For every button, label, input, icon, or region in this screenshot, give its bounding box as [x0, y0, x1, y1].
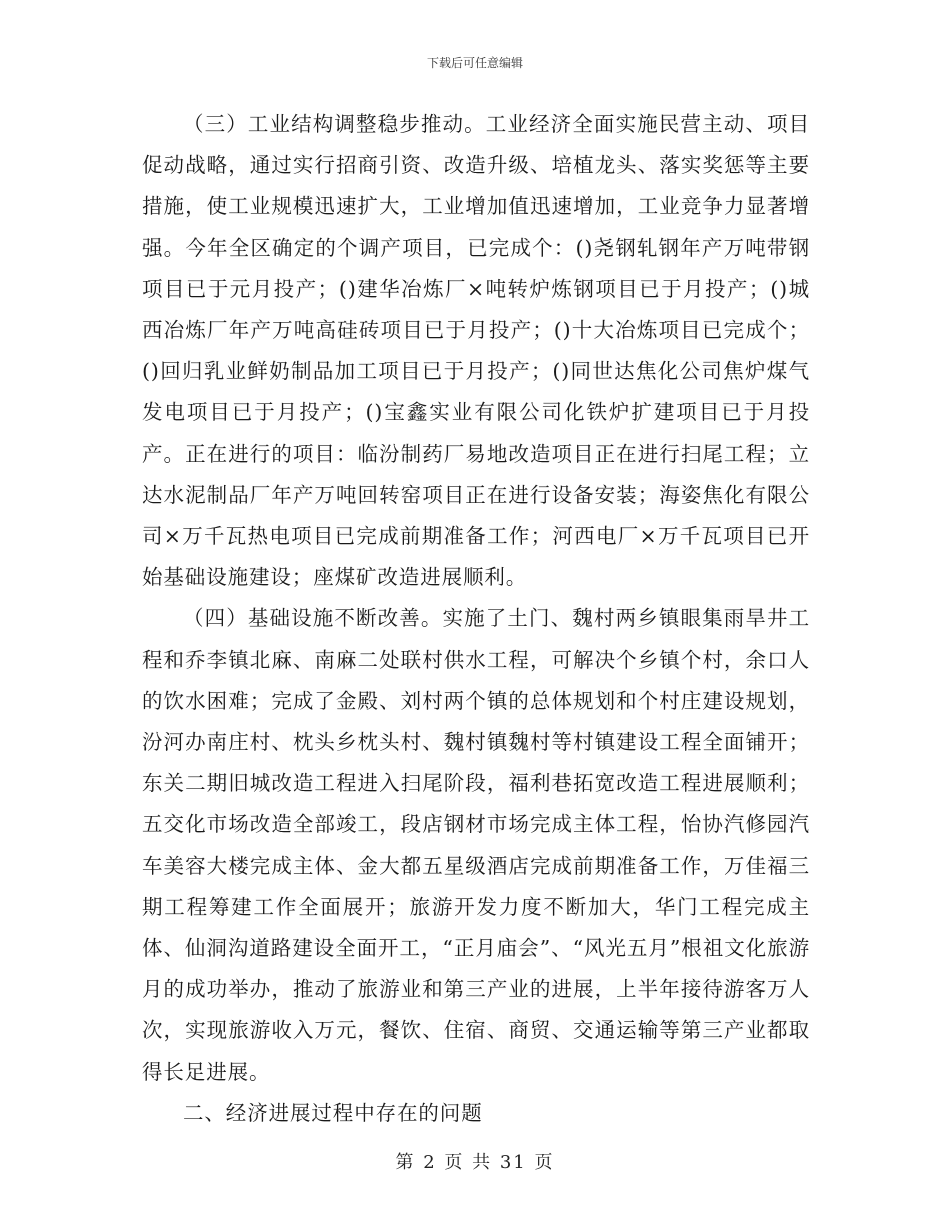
- page-header: 下载后可任意编辑: [426, 56, 523, 70]
- page-number-footer: 第 2 页 共 31 页: [395, 1152, 555, 1173]
- section-heading-problems: 二、经济进展过程中存在的问题: [183, 1100, 483, 1125]
- paragraph-infrastructure: （四）基础设施不断改善。实施了土门、魏村两乡镇眼集雨旱井工程和乔李镇北麻、南麻二处联村供水工程，可解决个乡镇个村，余口人的饮水困难；完成了金殿、刘村两个镇的总体规划和个村庄建设规划，汾河办南庄村、枕头乡枕头村、魏村镇魏村等村镇建设工程全面铺开；东关二期旧城改造工程进入扫尾阶段，福利巷拓宽改造工程进展顺利；五交化市场改造全部竣工，段店钢材市场完成主体工程，怡协汽修园汽车美容大楼完成主体、金大都五星级酒店完成前期准备工作，万佳福三期工程筹建工作全面展开；旅游开发力度不断加大，华门工程完成主体、仙洞沟道路建设全面开工，“正月庙会”、“风光五月”根祖文化旅游月的成功举办，推动了旅游业和第三产业的进展，上半年接待游客万人次，实现旅游收入万元，餐饮、住宿、商贸、交通运输等第三产业都取得长足进展。: [142, 606, 810, 1084]
- document-body: [142, 104, 810, 1134]
- paragraph-industrial-structure: （三）工业结构调整稳步推动。工业经济全面实施民营主动、项目促动战略，通过实行招商引资、改造升级、培植龙头、落实奖惩等主要措施，使工业规模迅速扩大，工业增加值迅速增加，工业竞争力显著增强。今年全区确定的个调产项目，已完成个：()尧钢轧钢年产万吨带钢项目已于元月投产；()建华冶炼厂×吨转炉炼钢项目已于月投产；()城西冶炼厂年产万吨高硅砖项目已于月投产；()十大冶炼项目已完成个；()回归乳业鲜奶制品加工项目已于月投产；()同世达焦化公司焦炉煤气发电项目已于月投产；()宝鑫实业有限公司化铁炉扩建项目已于月投产。正在进行的项目：临汾制药厂易地改造项目正在进行扫尾工程；立达水泥制品厂年产万吨回转窑项目正在进行设备安装；海姿焦化有限公司×万千瓦热电项目已完成前期准备工作；河西电厂×万千瓦项目已开始基础设施建设；座煤矿改造进展顺利。: [142, 112, 810, 590]
